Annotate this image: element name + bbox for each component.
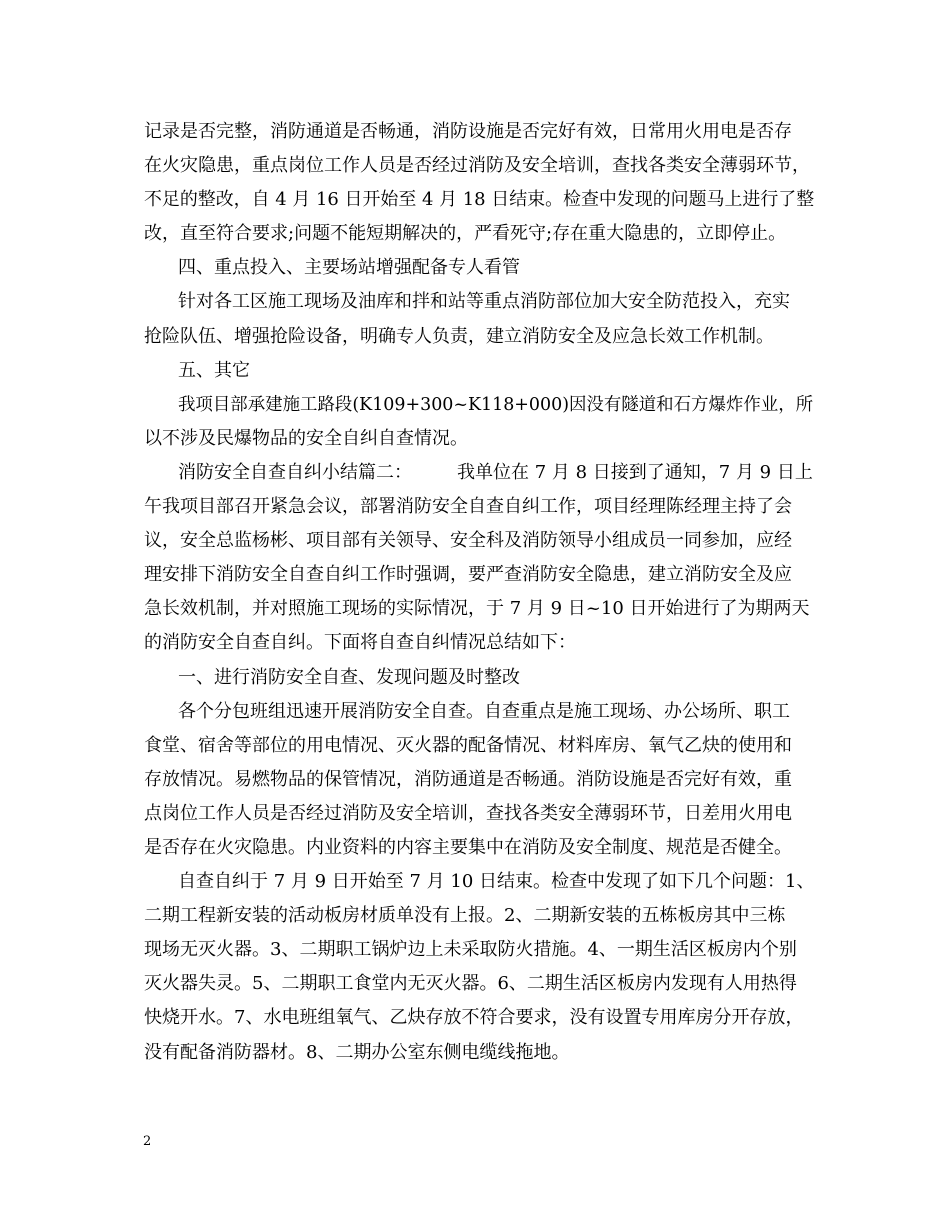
text-line: 存放情况。易燃物品的保管情况，消防通道是否畅通。消防设施是否完好有效，重 (144, 768, 792, 790)
text-line: 五、其它 (178, 359, 250, 381)
text-line: 灭火器失灵。5、二期职工食堂内无灭火器。6、二期生活区板房内发现有人用热得 (144, 973, 797, 995)
text-line: 以不涉及民爆物品的安全自纠自查情况。 (144, 427, 468, 449)
text-line: 二期工程新安装的活动板房材质单没有上报。2、二期新安装的五栋板房其中三栋 (144, 905, 786, 927)
text-line: 点岗位工作人员是否经过消防及安全培训，查找各类安全薄弱环节，日差用火用电 (144, 802, 792, 824)
text-line: 是否存在火灾隐患。内业资料的内容主要集中在消防及安全制度、规范是否健全。 (144, 836, 792, 858)
text-line: 针对各工区施工现场及油库和拌和站等重点消防部位加大安全防范投入，充实 (178, 291, 790, 313)
text-line: 改，直至符合要求;问题不能短期解决的，严看死守;存在重大隐患的，立即停止。 (144, 223, 787, 245)
text-line: 快烧开水。7、水电班组氧气、乙炔存放不符合要求，没有设置专用库房分开存放， (144, 1007, 804, 1029)
text-line: 记录是否完整，消防通道是否畅通，消防设施是否完好有效，日常用火用电是否存 (144, 121, 792, 142)
text-line: 不足的整改，自 4 月 16 日开始至 4 月 18 日结束。检查中发现的问题马上进行了整 (144, 189, 815, 211)
text-line: 消防安全自查自纠小结篇二： 我单位在 7 月 8 日接到了通知，7 月 9 日上 (178, 461, 813, 483)
text-line: 理安排下消防安全自查自纠工作时强调，要严查消防安全隐患，建立消防安全及应 (144, 564, 792, 586)
page-number: 2 (143, 1134, 152, 1149)
text-line: 议，安全总监杨彬、项目部有关领导、安全科及消防领导小组成员一同参加，应经 (144, 530, 792, 552)
text-line: 的消防安全自查自纠。下面将自查自纠情况总结如下： (144, 632, 576, 654)
text-line: 一、进行消防安全自查、发现问题及时整改 (178, 666, 520, 688)
text-line: 没有配备消防器材。8、二期办公室东侧电缆线拖地。 (144, 1041, 570, 1063)
text-line: 我项目部承建施工路段(K109+300~K118+000)因没有隧道和石方爆炸作业，所 (178, 394, 814, 415)
text-line: 各个分包班组迅速开展消防安全自查。自查重点是施工现场、办公场所、职工 (178, 700, 790, 722)
text-line: 抢险队伍、增强抢险设备，明确专人负责，建立消防安全及应急长效工作机制。 (144, 325, 774, 347)
text-line: 食堂、宿舍等部位的用电情况、灭火器的配备情况、材料库房、氧气乙炔的使用和 (144, 734, 792, 756)
text-line: 自查自纠于 7 月 9 日开始至 7 月 10 日结束。检查中发现了如下几个问题：1、 (178, 871, 815, 893)
text-line: 四、重点投入、主要场站增强配备专人看管 (178, 257, 520, 279)
text-line: 在火灾隐患，重点岗位工作人员是否经过消防及安全培训，查找各类安全薄弱环节， (144, 155, 810, 177)
body-text (144, 115, 814, 1070)
text-line: 现场无灭火器。3、二期职工锅炉边上未采取防火措施。4、一期生活区板房内个别 (144, 939, 797, 961)
text-line: 急长效机制，并对照施工现场的实际情况，于 7 月 9 日~10 日开始进行了为期两天 (144, 598, 810, 620)
text-line: 午我项目部召开紧急会议，部署消防安全自查自纠工作，项目经理陈经理主持了会 (144, 496, 792, 518)
